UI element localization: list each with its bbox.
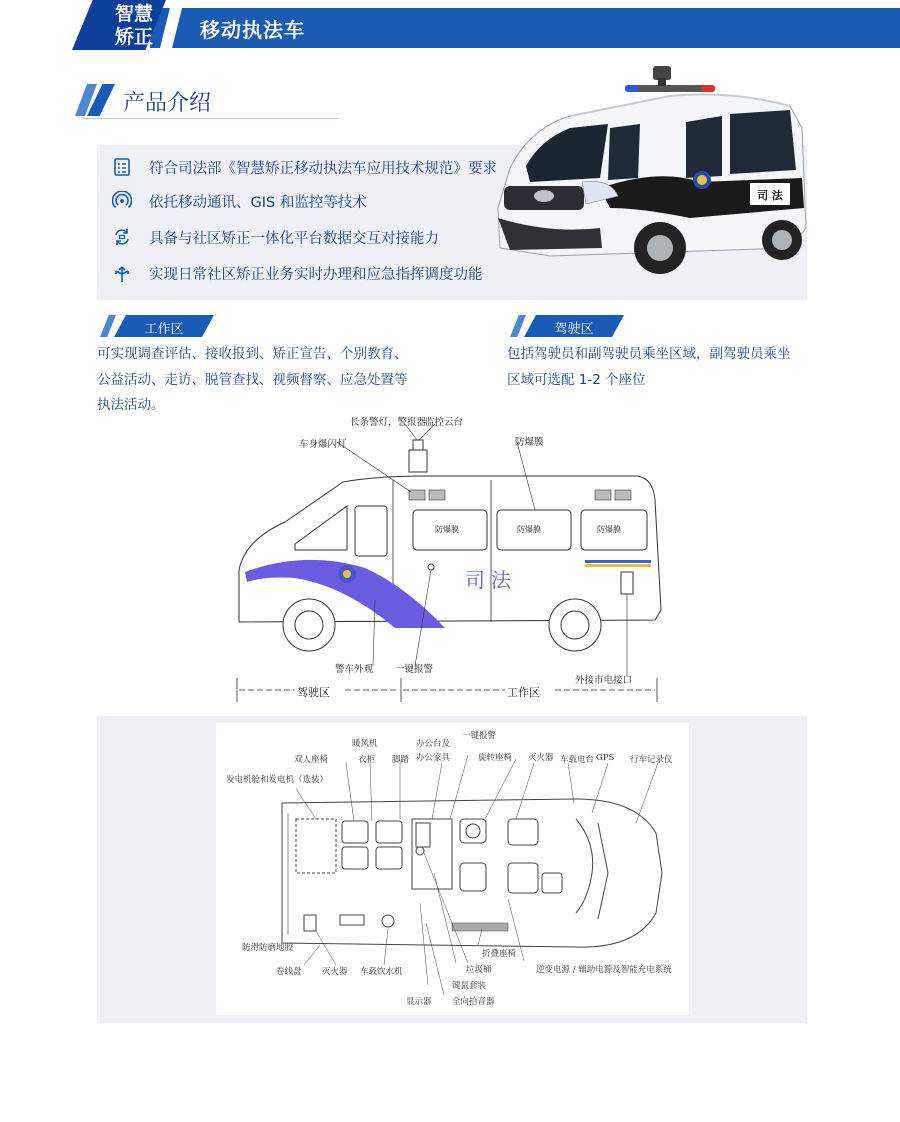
- logo-line-2: 矫正: [114, 26, 153, 48]
- alarm-label: 一键报警: [462, 731, 497, 741]
- section-heading: [75, 80, 375, 120]
- trash-label: 垃圾桶: [466, 965, 492, 975]
- work-zone-line: 公益活动、走访、脱管查找、视频督察、应急处置等: [97, 371, 408, 388]
- flash-light-label: 车身爆闪灯: [299, 439, 347, 450]
- work-zone-description: [97, 342, 408, 419]
- pickup-label: 全向拾音器: [452, 997, 495, 1007]
- office-furniture-label: 办公家具: [416, 753, 451, 763]
- checklist-icon: [111, 156, 133, 178]
- van-side-text: 司 法: [757, 189, 783, 202]
- window-film-label: 防爆膜: [435, 525, 459, 534]
- folding-seat-label: 折叠座椅: [482, 949, 517, 959]
- recorder-label: 行车记录仪: [630, 755, 673, 765]
- section-title: 产品介绍: [123, 91, 212, 116]
- gps-label: GPS: [596, 753, 615, 763]
- feature-item-2: [111, 189, 367, 213]
- direction-icon: [111, 262, 133, 284]
- drive-zone-tag: [510, 315, 626, 337]
- light-bar-label: 长条警灯，警报器: [350, 417, 427, 428]
- signal-icon: [111, 190, 133, 212]
- drive-zone-line: 包括驾驶员和副驾驶员乘坐区域，副驾驶员乘坐: [507, 346, 791, 362]
- sync-icon: [111, 226, 133, 248]
- logo-line-1: 智慧: [114, 3, 153, 25]
- work-zone-dim: 工作区: [507, 686, 540, 699]
- double-seat-label: 双人座椅: [294, 755, 329, 765]
- police-look-label: 警车外观: [335, 664, 374, 675]
- header-band: [0, 0, 900, 50]
- power-system-label: 逆变电源 / 辅助电源及智能充电系统: [536, 965, 672, 975]
- footrest-label: 脚踏: [392, 755, 410, 765]
- window-film-label: 防爆膜: [597, 525, 621, 534]
- drive-zone-dim: 驾驶区: [297, 686, 330, 699]
- work-zone-label: 工作区: [144, 322, 184, 337]
- power-socket-label: 外接市电接口: [575, 675, 633, 686]
- page-title: 移动执法车: [200, 18, 305, 42]
- radio-label: 车载电台: [560, 755, 595, 765]
- feature-text: 依托移动通讯、GIS 和监控等技术: [149, 194, 367, 211]
- side-view-diagram: [225, 410, 695, 710]
- feature-text: 具备与社区矫正一体化平台数据交互对接能力: [149, 230, 439, 247]
- extinguisher-label: 灭火器: [528, 753, 554, 763]
- warm-fan-label: 暖风机: [352, 739, 378, 749]
- feature-item-3: [111, 225, 439, 249]
- display-label: 显示器: [406, 997, 432, 1007]
- clothes-label: 衣柜: [358, 755, 376, 765]
- water-dispenser-label: 车载饮水机: [360, 967, 403, 977]
- work-zone-line: 执法活动。: [97, 397, 165, 413]
- drive-zone-line: 区域可选配 1-2 个座位: [507, 371, 646, 388]
- camera-label: 监控云台: [425, 417, 464, 428]
- alarm-label: 一键报警: [395, 664, 434, 675]
- door-text: 司法: [465, 568, 517, 592]
- anti-slip-label: 防滑防磨地胶: [242, 943, 294, 953]
- generator-label: 发电机舱和发电机（选装）: [226, 775, 329, 785]
- drive-zone-label: 驾驶区: [554, 322, 594, 337]
- work-zone-line: 可实现调查评估、接收报到、矫正宣告、个别教育、: [97, 346, 408, 362]
- extinguisher-label: 灭火器: [322, 967, 348, 977]
- feature-text: 实现日常社区矫正业务实时办理和应急指挥调度功能: [149, 266, 483, 283]
- keyboard-label: 键鼠套装: [452, 981, 487, 991]
- drive-zone-description: [507, 342, 791, 393]
- van-photo: [490, 58, 810, 290]
- feature-text: 符合司法部《智慧矫正移动执法车应用技术规范》要求: [149, 160, 497, 177]
- swivel-seat-label: 旋转座椅: [478, 753, 513, 763]
- film-label: 防爆膜: [515, 437, 544, 448]
- feature-item-4: [111, 261, 483, 285]
- heading-underline: [83, 118, 338, 119]
- feature-item-1: [111, 155, 497, 179]
- office-desk-label: 办公台及: [416, 739, 451, 749]
- cable-reel-label: 卷线盘: [276, 967, 302, 977]
- floor-plan-diagram: [216, 723, 689, 1015]
- window-film-label: 防爆膜: [517, 525, 541, 534]
- work-zone-tag: [100, 315, 216, 337]
